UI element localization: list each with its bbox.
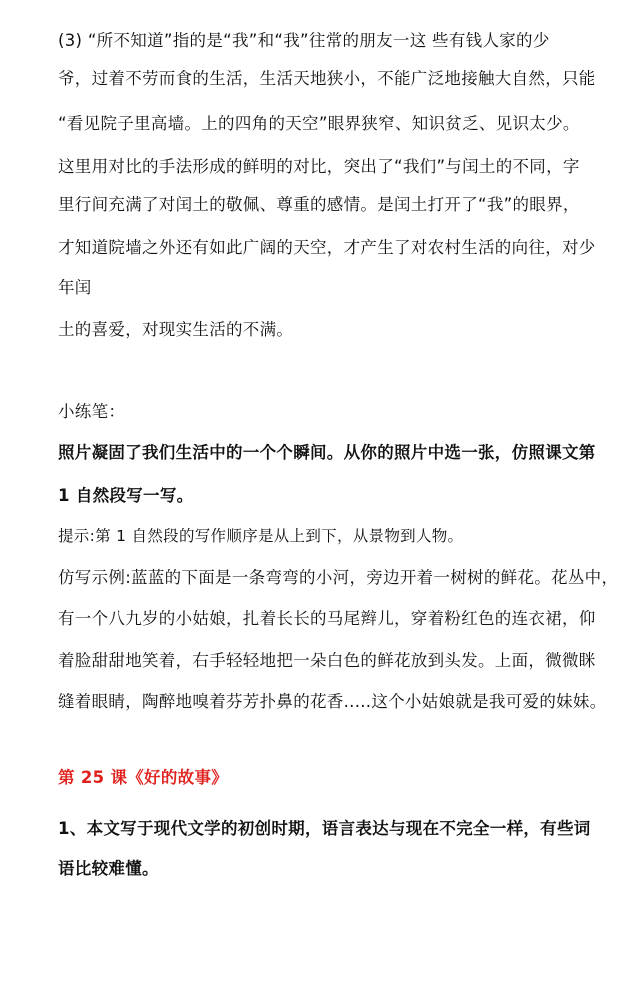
example-line: 着脸甜甜地笑着，右手轻轻地把一朵白色的鲜花放到头发。上面，微微眯 <box>58 651 596 670</box>
text-line: 这里用对比的手法形成的鲜明的对比，突出了“我们”与闰土的不同，字 <box>58 157 580 176</box>
practice-task-line: 照片凝固了我们生活中的一个个瞬间。从你的照片中选一张，仿照课文第 <box>58 443 596 462</box>
text-line: 里行间充满了对闰土的敬佩、尊重的感情。是闰土打开了“我”的眼界， <box>58 195 580 214</box>
text-line: 年闰 <box>58 278 92 297</box>
text-line: (3) “所不知道”指的是“我”和“我”往常的朋友一这 些有钱人家的少 <box>58 31 550 50</box>
practice-task-line: 1 自然段写一写。 <box>58 486 194 505</box>
practice-hint: 提示:第 1 自然段的写作顺序是从上到下，从景物到人物。 <box>58 527 464 545</box>
lesson-title: 第 25 课《好的故事》 <box>58 768 229 787</box>
text-line: “看见院子里高墙。上的四角的天空”眼界狭窄、知识贫乏、见识太少。 <box>58 114 580 133</box>
text-line: 爷，过着不劳而食的生活，生活天地狭小，不能广泛地接触大自然，只能 <box>58 69 596 88</box>
example-line: 缝着眼睛，陶醉地嗅着芬芳扑鼻的花香.....这个小姑娘就是我可爱的妹妹。 <box>58 692 607 711</box>
example-line: 仿写示例:蓝蓝的下面是一条弯弯的小河，旁边开着一树树的鲜花。花丛中， <box>58 568 619 587</box>
text-line: 才知道院墙之外还有如此广阔的天空，才产生了对农村生活的向往，对少 <box>58 238 596 257</box>
text-line: 土的喜爱，对现实生活的不满。 <box>58 320 294 339</box>
lesson-point-line: 语比较难懂。 <box>58 859 159 878</box>
lesson-point-line: 1、本文写于现代文学的初创时期，语言表达与现在不完全一样，有些词 <box>58 819 591 838</box>
practice-heading: 小练笔： <box>58 402 126 421</box>
example-line: 有一个八九岁的小姑娘，扎着长长的马尾辫儿，穿着粉红色的连衣裙，仰 <box>58 609 596 628</box>
